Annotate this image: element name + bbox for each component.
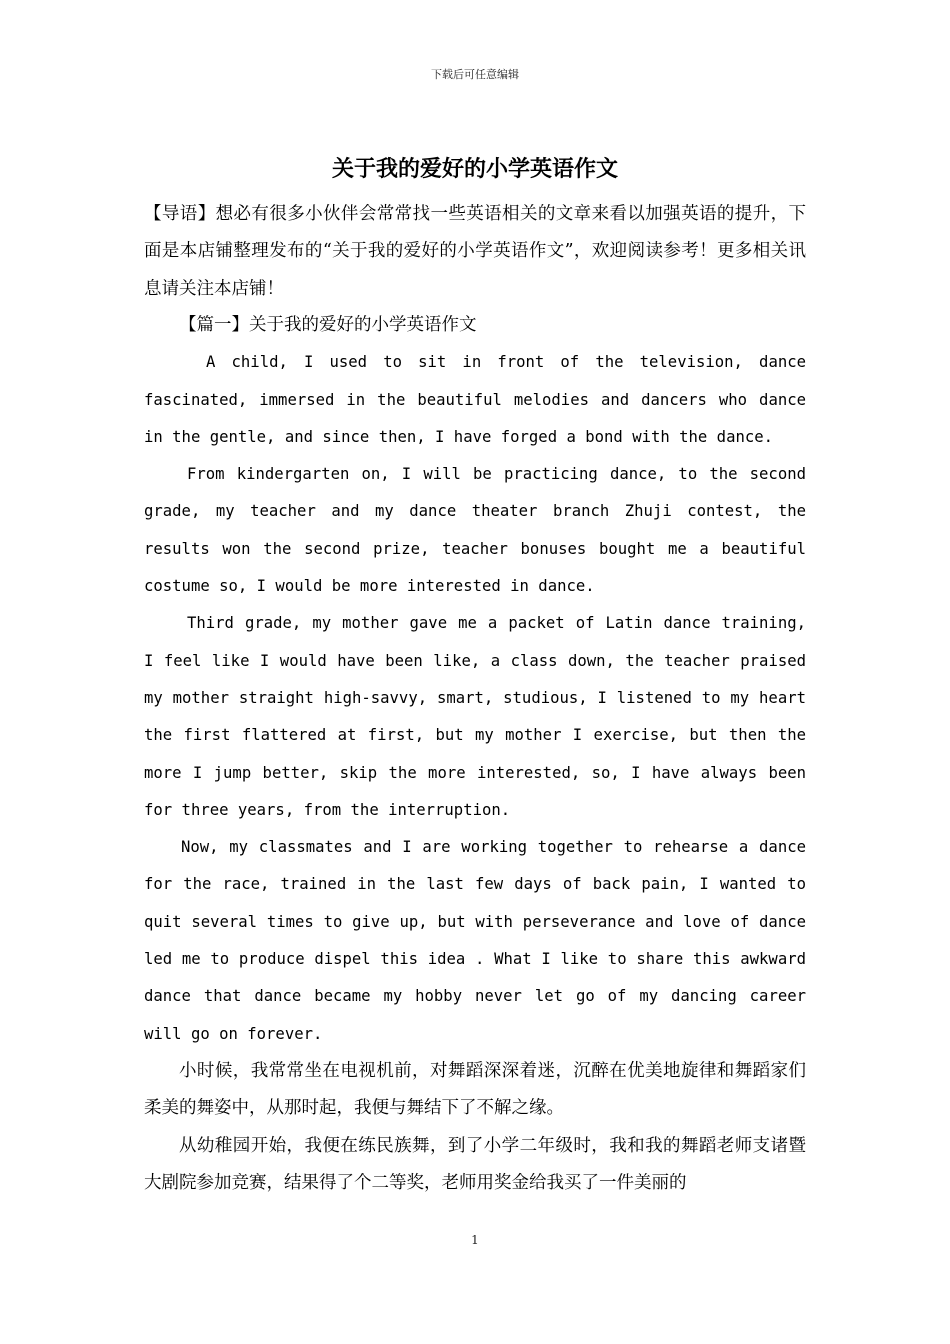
section-heading: 【篇一】关于我的爱好的小学英语作文 [179,315,477,335]
page-number: 1 [471,1233,479,1247]
english-paragraph: Now, my classmates and I are working together to rehearse a dance for the race, trained in the last few days of back pain, I wanted to quit several times to give up, but with perseverance and love of dance led me to produce dispel this idea . What I like to share this awkward dance that dance became my hobby never let go of my dancing career will go on forever. [144,838,806,1043]
english-paragraph: Third grade, my mother gave me a packet of Latin dance training, I feel like I would have been like, a class down, the teacher praised my mother straight high-savvy, smart, studious, I listened to my heart the first flattered at first, but my mother I exercise, but then the more I jump better, skip the more interested, so, I have always been for three years, from the interruption. [144,614,806,819]
chinese-paragraph: 小时候，我常常坐在电视机前，对舞蹈深深着迷，沉醉在优美地旋律和舞蹈家们柔美的舞姿中，从那时起，我便与舞结下了不解之缘。 [144,1060,806,1119]
chinese-paragraph: 从幼稚园开始，我便在练民族舞，到了小学二年级时，我和我的舞蹈老师支诸暨大剧院参加竞赛，结果得了个二等奖，老师用奖金给我买了一件美丽的 [144,1135,806,1193]
article-body [144,307,806,1202]
intro-block [144,196,806,308]
header-note: 下载后可任意编辑 [431,68,519,81]
english-paragraph: From kindergarten on, I will be practicing dance, to the second grade, my teacher and my dance theater branch Zhuji contest, the results won the second prize, teacher bonuses bought me a beautiful costume so, I would be more interested in dance. [144,465,806,596]
document-title: 关于我的爱好的小学英语作文 [331,157,618,182]
intro-paragraph: 【导语】想必有很多小伙伴会常常找一些英语相关的文章来看以加强英语的提升，下面是本店铺整理发布的“关于我的爱好的小学英语作文”，欢迎阅读参考！更多相关讯息请关注本店铺！ [144,204,806,299]
english-paragraph: A child, I used to sit in front of the television, dance fascinated, immersed in the beautiful melodies and dancers who dance in the gentle, and since then, I have forged a bond with the dance. [144,353,806,446]
